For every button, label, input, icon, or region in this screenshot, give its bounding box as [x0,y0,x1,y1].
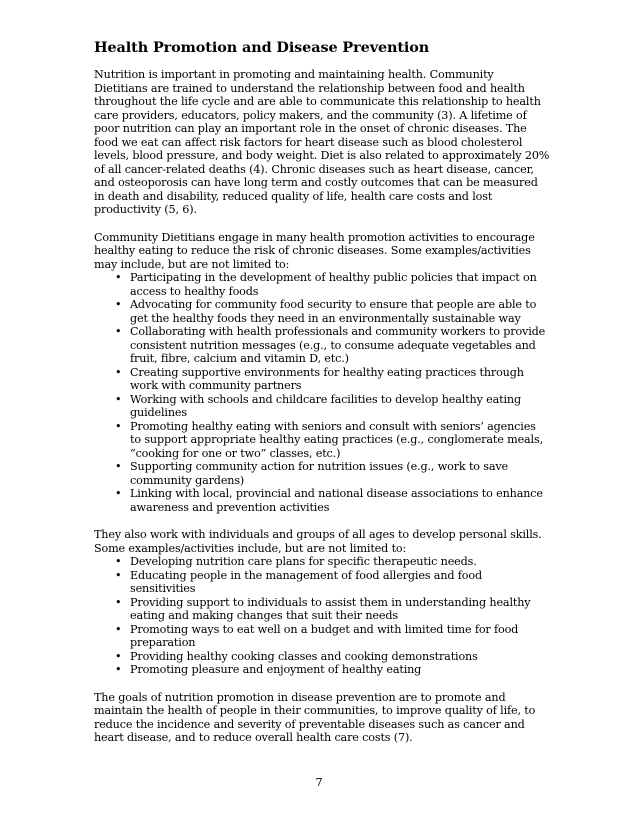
bullet-icon: • [115,555,122,568]
health-promotion-activities-list [94,271,550,514]
bullet-icon: • [115,419,122,433]
list-item: • Providing support to individuals to assist them in understanding healthy eating and making changes that suit their needs [115,595,531,622]
personal-skills-activities-list [94,555,550,677]
list-item: • Promoting pleasure and enjoyment of healthy eating [115,663,422,676]
paragraph-personal-skills-intro: They also work with individuals and groups of all ages to develop personal skills. Some examples/activities include, but are not limited to: [94,528,542,555]
list-item: • Working with schools and childcare facilities to develop healthy eating guidelines [115,392,521,419]
bullet-icon: • [115,663,122,676]
bullet-icon: • [115,271,122,284]
paragraph-goals: The goals of nutrition promotion in disease prevention are to promote and maintain the health of people in their communities, to improve quality of life, to reduce the incidence and severity of preventable diseases such as cancer and heart disease, and to reduce overall health care costs (7). [94,690,536,744]
list-item: • Creating supportive environments for healthy eating practices through work with community partners [115,365,524,392]
bullet-icon: • [115,568,122,582]
list-item: • Supporting community action for nutrition issues (e.g., work to save community gardens) [115,460,509,487]
list-item: • Developing nutrition care plans for specific therapeutic needs. [115,555,477,568]
list-item: • Providing healthy cooking classes and cooking demonstrations [115,649,478,663]
list-item: • Educating people in the management of food allergies and food sensitivities [115,568,482,595]
bullet-icon: • [115,595,122,609]
bullet-icon: • [115,487,122,500]
list-item: • Participating in the development of healthy public policies that impact on access to healthy foods [115,271,537,298]
bullet-icon: • [115,365,122,379]
bullet-icon: • [115,298,122,311]
page-number: 7 [315,776,323,789]
section-heading: Health Promotion and Disease Prevention [94,39,430,56]
list-item: • Promoting healthy eating with seniors and consult with seniors’ agencies to support appropriate healthy eating practices (e.g., conglomerate meals, “cooking for one or two” classes, etc.) [115,419,543,460]
bullet-icon: • [115,622,122,636]
bullet-icon: • [115,325,122,338]
bullet-icon: • [115,392,122,406]
paragraph-nutrition-importance: Nutrition is important in promoting and maintaining health. Community Dietitians are trained to understand the relationship between food and health throughout the life cycle and are able to communicate this relationship to health care providers, educators, policy makers, and the community (3). A lifetime of poor nutrition can play an important role in the onset of chronic diseases. The food we eat can affect risk factors for heart disease such as blood cholesterol levels, blood pressure, and body weight. Diet is also related to approximately 20% of all cancer-related deaths (4). Chronic diseases such as heart disease, cancer, and osteoporosis can have long term and costly outcomes that can be measured in death and disability, reduced quality of life, health care costs and lost productivity (5, 6). [94,68,550,216]
list-item: • Collaborating with health professionals and community workers to provide consistent nutrition messages (e.g., to consume adequate vegetables and fruit, fibre, calcium and vitamin D, etc.) [115,325,546,365]
document-page [94,38,550,745]
paragraph-health-promotion-intro: Community Dietitians engage in many health promotion activities to encourage healthy eating to reduce the risk of chronic diseases. Some examples/activities may include, but are not limited to: [94,230,535,271]
list-item: • Linking with local, provincial and national disease associations to enhance awareness and prevention activities [115,487,543,514]
bullet-icon: • [115,460,122,473]
list-item: • Advocating for community food security to ensure that people are able to get the healthy foods they need in an environmentally sustainable way [115,298,537,325]
list-item: • Promoting ways to eat well on a budget and with limited time for food preparation [115,622,519,649]
bullet-icon: • [115,649,122,663]
